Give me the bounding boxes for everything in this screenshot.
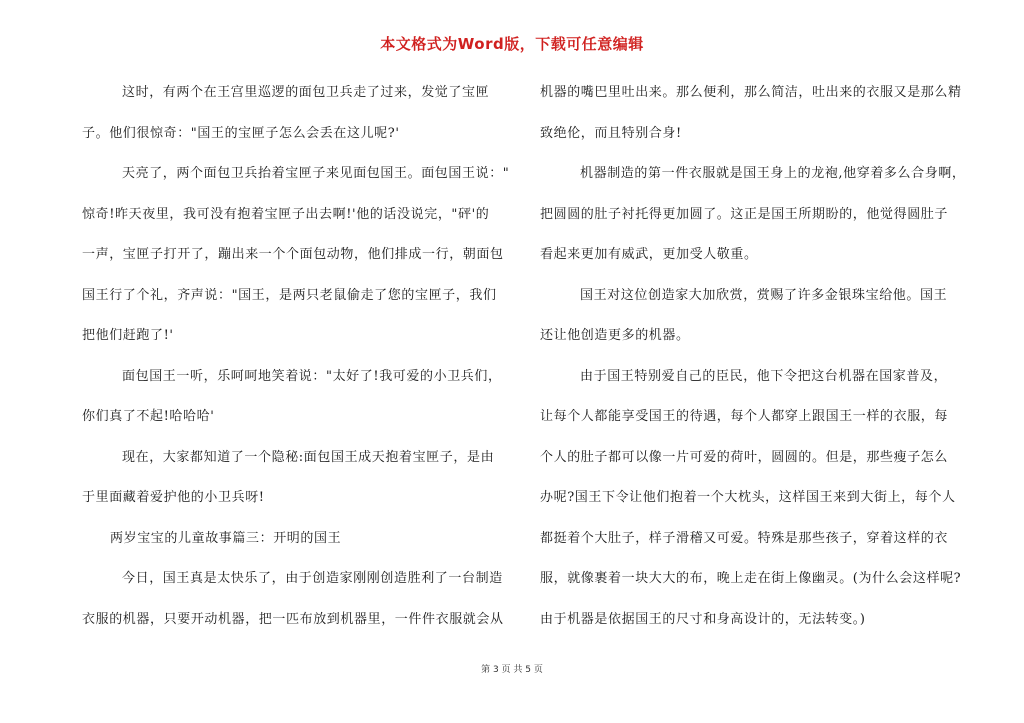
text-line: 都挺着个大肚子，样子滑稽又可爱。特殊是那些孩子，穿着这样的衣: [540, 530, 949, 546]
text-line: 子。他们很惊奇："国王的宝匣子怎么会丢在这儿呢?': [82, 125, 400, 141]
text-line: 把圆圆的肚子衬托得更加圆了。这正是国王所期盼的，他觉得圆肚子: [540, 206, 949, 222]
left-text-column: [82, 79, 512, 646]
text-line: 这时，有两个在王宫里巡逻的面包卫兵走了过来，发觉了宝匣: [122, 85, 490, 100]
text-line: 国王行了个礼，齐声说："国王，是两只老鼠偷走了您的宝匣子，我们: [82, 287, 497, 303]
text-line: 今日，国王真是太快乐了，由于创造家刚刚创造胜利了一台制造: [122, 571, 503, 586]
text-line: 你们真了不起!哈哈哈': [82, 409, 215, 424]
text-line: 看起来更加有威武，更加受人敬重。: [540, 247, 758, 262]
text-line: 天亮了，两个面包卫兵抬着宝匣子来见面包国王。面包国王说：": [122, 166, 510, 181]
text-line: 惊奇!昨天夜里，我可没有抱着宝匣子出去啊!'他的话没说完，"砰'的: [82, 206, 490, 222]
text-line: 还让他创造更多的机器。: [540, 328, 690, 343]
text-line: 一声，宝匣子打开了，蹦出来一个个面包动物，他们排成一行，朝面包: [82, 247, 504, 262]
document-header-title: 本文格式为Word版，下载可任意编辑: [380, 35, 644, 53]
page-number: 第 3 页 共 5 页: [481, 665, 543, 675]
text-line: 现在，大家都知道了一个隐秘:面包国王成天抱着宝匣子，是由: [122, 449, 495, 465]
text-line: 服，就像裹着一块大大的布，晚上走在街上像幽灵。(为什么会这样呢?: [540, 571, 962, 586]
text-line: 两岁宝宝的儿童故事篇三：开明的国王: [110, 530, 342, 546]
text-line: 个人的肚子都可以像一片可爱的荷叶，圆圆的。但是，那些瘦子怎么: [540, 449, 949, 465]
text-line: 面包国王一听，乐呵呵地笑着说："太好了!我可爱的小卫兵们，: [122, 368, 502, 384]
text-line: 办呢?国王下令让他们抱着一个大枕头，这样国王来到大街上，每个人: [540, 490, 956, 505]
text-line: 致绝伦，而且特别合身!: [540, 125, 682, 141]
text-line: 把他们赶跑了!': [82, 328, 174, 343]
text-line: 机器制造的第一件衣服就是国王身上的龙袍,他穿着多么合身啊，: [580, 166, 966, 181]
text-line: 由于国王特别爱自己的臣民，他下令把这台机器在国家普及，: [580, 368, 948, 384]
text-line: 国王对这位创造家大加欣赏，赏赐了许多金银珠宝给他。国王: [580, 287, 948, 303]
text-line: 机器的嘴巴里吐出来。那么便利，那么简洁，吐出来的衣服又是那么精: [540, 85, 962, 100]
text-line: 由于机器是依据国王的尺寸和身高设计的，无法转变。): [540, 611, 866, 627]
text-line: 让每个人都能享受国王的待遇，每个人都穿上跟国王一样的衣服，每: [540, 409, 949, 424]
text-line: 衣服的机器，只要开动机器，把一匹布放到机器里，一件件衣服就会从: [82, 611, 504, 627]
right-text-column: [540, 79, 965, 646]
text-line: 于里面藏着爱护他的小卫兵呀!: [82, 490, 265, 505]
